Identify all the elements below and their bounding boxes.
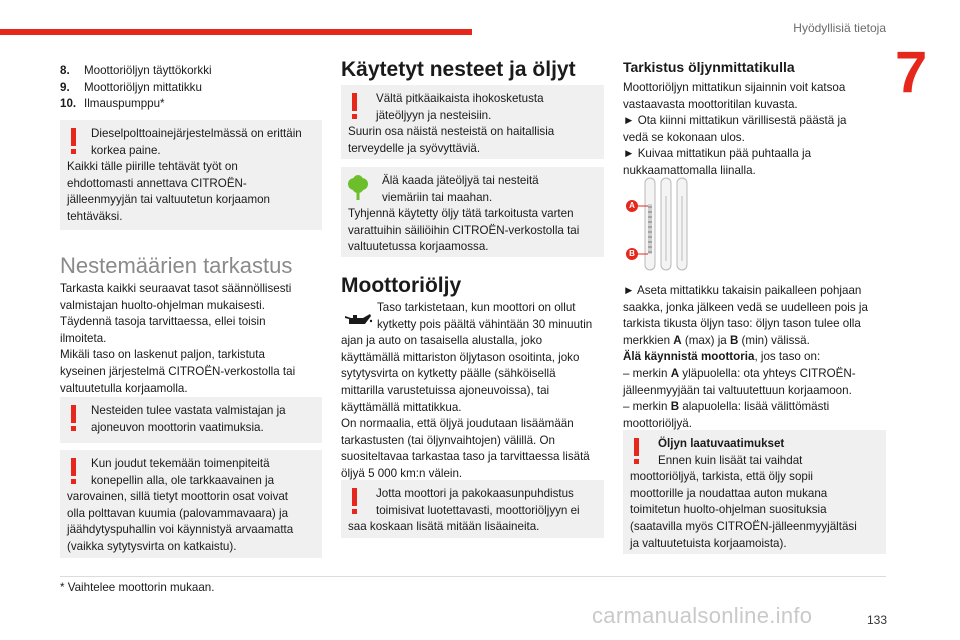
warning-box-oil-quality: Öljyn laatuvaatimukset Ennen kuin lisäät tai vaihdat moottoriöljyä, tarkista, että öljy sopii moottorille ja noudattaa auton mukana toimitetun huolto-ohjelman suosituksia (saatavilla myös CITROËN-jälleenmyyjältäsi ja valtuutetuista korjaamoista). — [623, 430, 886, 554]
eco-box-disposal: Älä kaada jäteöljyä tai nesteitä viemäriin tai maahan. Tyhjennä käytetty öljy tätä tarkoitusta varten varattuihin säiliöihin CITROËN-verkostolla tai valtuutetussa korjaamossa. — [341, 167, 604, 257]
tree-eco-icon — [347, 175, 369, 201]
heading-used-fluids: Käytetyt nesteet ja öljyt — [341, 58, 576, 81]
component-list — [60, 63, 322, 113]
dipstick-instructions: Moottoriöljyn mittatikun sijainnin voit katsoa vastaavasta moottoritilan kuvasta. ► Ota kiinni mittatikun värillisestä päästä ja vedä se kokonaan ulos. ► Kuivaa mittatikun pää puhtaalla ja nukkaamattomalla liinalla. — [623, 81, 847, 177]
chapter-number: 7 — [895, 40, 928, 105]
warning-box-additives: Jotta moottori ja pakokaasunpuhdistus toimisivat luotettavasti, moottoriöljyyn ei saa koskaan lisätä mitään lisäaineita. — [341, 480, 604, 538]
warning-exclamation-icon — [348, 91, 362, 121]
heading-dipstick-check: Tarkistus öljynmittatikulla — [623, 59, 795, 75]
top-accent-bar — [0, 29, 472, 35]
warning-box-skin-contact: Vältä pitkäaikaista ihokosketusta jäteöljyyn ja nesteisiin. Suurin osa näistä nesteistä on haitallisia terveydelle ja syövyttäviä. — [341, 85, 604, 159]
dipstick-level-instructions: ► Aseta mittatikku takaisin paikalleen pohjaan saakka, jonka jälkeen vedä se uudelleen pois ja tarkista tikusta öljyn taso: öljyn tason tulee olla merkkien A (max) ja B (min) välissä. Älä käynnistä moottoria, jos taso on: – merkin A yläpuolella: ota yhteys CITROËN- jälleenmyyjään tai valtuutettuun korjaamoon. – merkin B alapuolella: lisää välittömästi moottoriöljyä. — [623, 284, 868, 430]
marker-a-badge: A — [626, 200, 638, 212]
fluid-levels-body: Tarkasta kaikki seuraavat tasot säännöllisesti valmistajan huolto-ohjelman mukaisesti. Täydennä tasoja tarvittaessa, ellei toisin ilmoiteta. Mikäli taso on laskenut paljon, tarkistuta kyseinen järjestelmä CITROËN-verkostolla tai valtuutetulla korjaamolla. — [60, 282, 296, 395]
warning-box-bonnet: Kun joudut tekemään toimenpiteitä konepellin alla, ole tarkkaavainen ja varovainen, sillä tietyt moottorin osat voivat olla polttavan kuumia (palovammavaara) ja jäähdytyspuhallin voi käynnistyä arvaamatta (vaikka sytytysvirta on katkaistu). — [60, 450, 322, 558]
warning-exclamation-icon — [348, 486, 362, 516]
heading-engine-oil: Moottoriöljy — [341, 274, 462, 297]
watermark: carmanualsonline.info — [592, 603, 813, 628]
engine-oil-body: Taso tarkistetaan, kun moottori on ollut kytketty pois päältä vähintään 30 minuutin ajan ja auto on tasaisella alustalla, joko käyttämällä mittariston öljytason osoitinta, joko sytytysvirta on kytketty päälle (sähköisellä mittarilla varustetuissa ajoneuvoissa), tai käyttämällä mittatikkua. On normaalia, että öljyä joudutaan lisäämään tarkastusten (tai öljynvaihtojen) välillä. On suositeltavaa tarkastaa taso ja tarvittaessa lisätä öljyä 5 000 km:n välein. — [341, 301, 593, 480]
list-item: 10. Ilmauspumppu* — [60, 97, 165, 111]
warning-box-diesel: Dieselpolttoainejärjestelmässä on erittäin korkea paine. Kaikki tälle piirille tehtävät työt on ehdottomasti annettava CITROËN- jälleenmyyjän tai valtuutetun korjaamon tehtäväksi. — [60, 120, 322, 230]
warning-box-fluids: Nesteiden tulee vastata valmistajan ja ajoneuvon moottorin vaatimuksia. — [60, 397, 322, 443]
warning-exclamation-icon — [67, 456, 81, 486]
list-item: 9. Moottoriöljyn mittatikku — [60, 80, 202, 94]
footnote: * Vaihtelee moottorin mukaan. — [60, 581, 215, 594]
heading-fluid-levels: Nestemäärien tarkastus — [60, 253, 293, 278]
list-item: 8. Moottoriöljyn täyttökorkki — [60, 64, 212, 77]
oil-can-icon — [343, 312, 373, 326]
section-title: Hyödyllisiä tietoja — [793, 21, 886, 35]
page-number: 133 — [866, 613, 887, 627]
marker-b-badge: B — [626, 248, 638, 260]
warning-exclamation-icon — [67, 403, 81, 433]
warning-exclamation-icon — [630, 436, 644, 466]
warning-exclamation-icon — [67, 126, 81, 156]
footer-divider — [60, 576, 886, 577]
